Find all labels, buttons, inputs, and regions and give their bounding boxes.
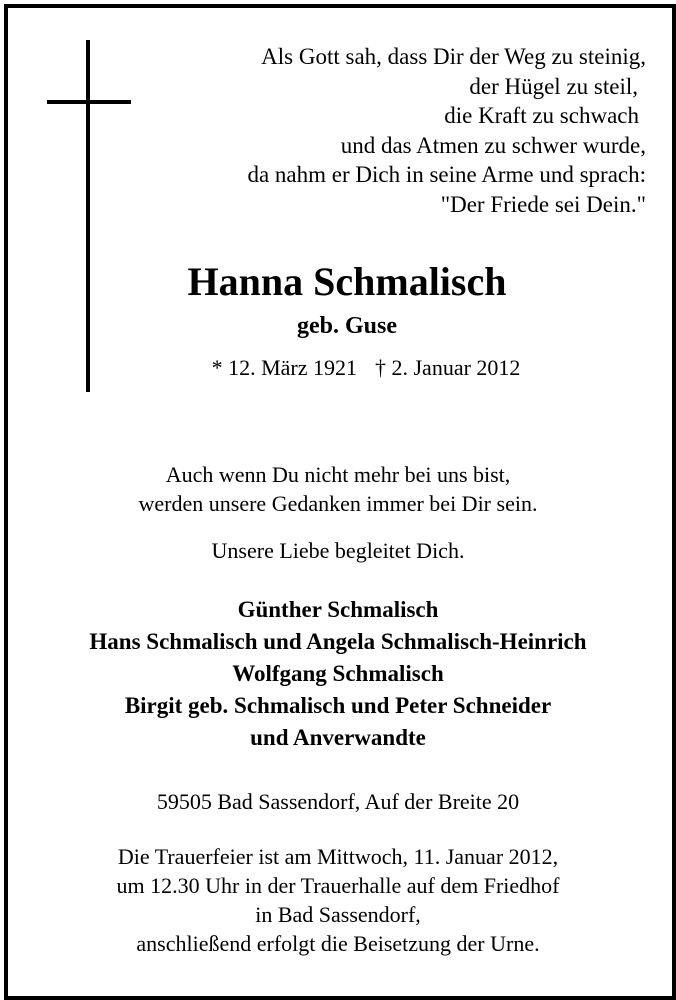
mourners-list <box>0 594 676 754</box>
life-dates <box>0 355 676 381</box>
mourner-line: Birgit geb. Schmalisch und Peter Schneider <box>124 693 552 718</box>
deceased-name: Hanna Schmalisch <box>187 259 507 304</box>
love-line: Unsere Liebe begleitet Dich. <box>211 538 465 563</box>
funeral-line: um 12.30 Uhr in der Trauerhalle auf dem Friedhof <box>116 873 560 898</box>
poem-line: der Hügel zu steil, <box>469 73 638 99</box>
mourner-line: Hans Schmalisch und Angela Schmalisch-Heinrich <box>89 629 587 654</box>
cross-horizontal-bar <box>47 100 131 104</box>
funeral-details <box>0 842 676 958</box>
poem <box>176 42 646 219</box>
birth-date: * 12. März 1921 <box>211 355 357 380</box>
consolation-text <box>0 460 676 518</box>
poem-line: Als Gott sah, dass Dir der Weg zu steinig, <box>261 44 646 69</box>
address: 59505 Bad Sassendorf, Auf der Breite 20 <box>156 789 520 814</box>
funeral-line: anschließend erfolgt die Beisetzung der Urne. <box>136 931 540 956</box>
consolation-line: werden unsere Gedanken immer bei Dir sein. <box>138 491 538 516</box>
poem-line: die Kraft zu schwach <box>444 103 639 128</box>
poem-line: und das Atmen zu schwer wurde, <box>340 132 646 158</box>
consolation-line: Auch wenn Du nicht mehr bei uns bist, <box>165 462 511 487</box>
death-date: † 2. Januar 2012 <box>375 355 521 380</box>
birth-name: geb. Guse <box>296 313 397 339</box>
poem-line: "Der Friede sei Dein." <box>440 191 646 217</box>
funeral-line: in Bad Sassendorf, <box>255 902 421 927</box>
mourner-line: Günther Schmalisch <box>237 597 439 622</box>
mourner-line: und Anverwandte <box>250 725 426 750</box>
poem-line: da nahm er Dich in seine Arme und sprach: <box>247 162 646 187</box>
funeral-line: Die Trauerfeier ist am Mittwoch, 11. Januar 2012, <box>117 844 559 869</box>
mourner-line: Wolfgang Schmalisch <box>232 661 444 686</box>
